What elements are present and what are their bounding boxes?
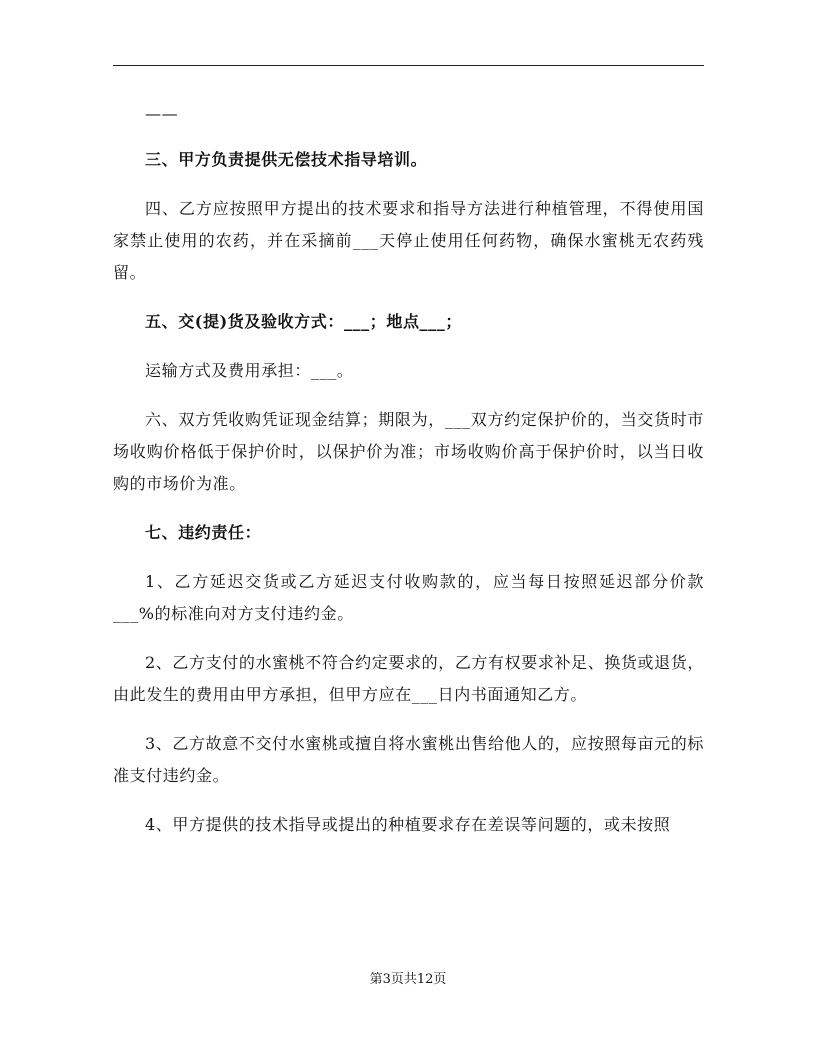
document-body [113,98,704,858]
page-number-footer: 第3页共12页 [369,972,447,987]
paragraph-clause-5-transport: 运输方式及费用承担：___。 [145,361,354,380]
paragraph-clause-5: 五、交(提)货及验收方式：___；地点___； [145,312,462,331]
paragraph-dash: —— [145,104,179,123]
paragraph-clause-3: 三、甲方负责提供无偿技术指导培训。 [145,150,428,169]
paragraph-clause-7-2: 2、乙方支付的水蜜桃不符合约定要求的，乙方有权要求补足、换货或退货，由此发生的费用由甲方承担，但甲方应在___日内书面通知乙方。 [113,653,704,704]
paragraph-clause-7-1: 1、乙方延迟交货或乙方延迟支付收购款的，应当每日按照延迟部分价款___%的标准向对方支付违约金。 [113,572,704,623]
paragraph-clause-7-3: 3、乙方故意不交付水蜜桃或擅自将水蜜桃出售给他人的，应按照每亩元的标准支付违约金。 [113,734,704,785]
paragraph-clause-6: 六、双方凭收购凭证现金结算；期限为，___双方约定保护价的，当交货时市场收购价格低于保护价时，以保护价为准；市场收购价高于保护价时，以当日收购的市场价为准。 [113,410,704,493]
paragraph-clause-4: 四、乙方应按照甲方提出的技术要求和指导方法进行种植管理，不得使用国家禁止使用的农药，并在采摘前___天停止使用任何药物，确保水蜜桃无农药残留。 [113,199,704,282]
paragraph-clause-7-4: 4、甲方提供的技术指导或提出的种植要求存在差误等问题的，或未按照 [145,815,671,834]
header-rule [113,65,704,66]
paragraph-clause-7: 七、违约责任： [145,523,262,542]
